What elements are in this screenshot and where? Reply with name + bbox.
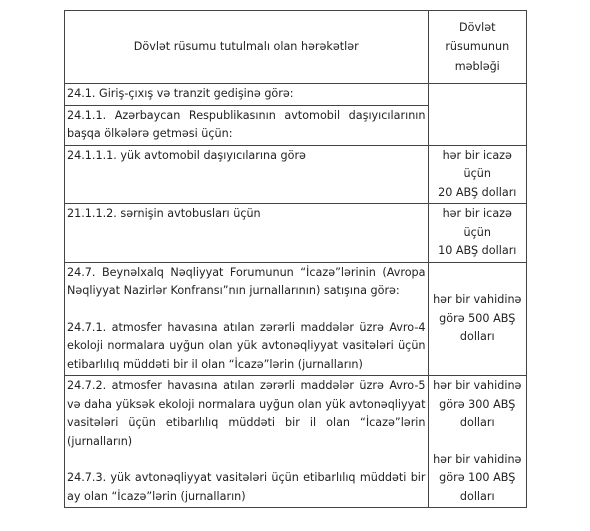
table-row (65, 145, 527, 204)
action-text: 24.1.1. Azərbaycan Respublikasının avtomobil daşıyıcılarının başqa ölkələrə getməsi üçün: (67, 108, 426, 140)
amount-text: görə 500 ABŞ (439, 311, 516, 325)
action-text: 21.1.1.2. sərnişin avtobusları üçün (67, 207, 261, 220)
table-row (65, 376, 527, 508)
table-header-row (65, 11, 527, 84)
table-row (65, 204, 527, 263)
header-amount-line: Dövlət (459, 20, 496, 34)
amount-text: dolları (459, 330, 495, 343)
action-cell (65, 105, 429, 145)
action-text: 24.7.1. atmosfer havasına atılan zərərli maddələr üzrə Avro-4 ekoloji normalara uyğun olan yük avtonəqliyyat vasitələri üçün etibarlılıq müddəti bir il olan “İcazə”lərin (jurnalların) (67, 320, 426, 371)
action-cell (65, 145, 429, 204)
amount-cell-empty (428, 84, 527, 146)
table-row (65, 84, 527, 106)
amount-text: 20 ABŞ dolları (438, 185, 517, 199)
spacer (67, 451, 426, 469)
spacer (67, 301, 426, 319)
amount-text: hər bir vahidinə (433, 379, 522, 392)
amount-cell (428, 376, 527, 508)
amount-cell (428, 262, 527, 376)
state-fee-table (64, 10, 527, 508)
amount-text: hər bir vahidinə (433, 452, 522, 466)
action-cell (65, 84, 429, 106)
action-text: 24.1. Giriş-çıxış və tranzit gedişinə görə: (67, 87, 294, 100)
action-text: 24.7. Beynəlxalq Nəqliyyat Forumunun “İcazə”lərinin (Avropa Nəqliyyat Nazirlər Konfransı”nın jurnallarının) satışına görə: (67, 265, 426, 297)
spacer (431, 433, 525, 451)
amount-cell (428, 145, 527, 204)
action-text: 24.7.2. atmosfer havasına atılan zərərli maddələr üzrə Avro-5 və daha yüksək ekoloji normalara uyğun olan yük avtonəqliyyat vasitələri üçün etibarlılıq müddəti bir il olan “İcazə”lərin (jurnalların) (67, 379, 426, 448)
action-cell (65, 262, 429, 376)
amount-cell (428, 204, 527, 263)
amount-text: 10 ABŞ dolları (438, 244, 517, 257)
amount-text: hər bir vahidinə (433, 293, 522, 306)
amount-text: dolları (459, 416, 495, 429)
header-amount-line: məbləği (454, 59, 500, 73)
header-amount-line: rüsumunun (445, 40, 510, 54)
amount-text: dolları (459, 489, 495, 503)
amount-text: hər bir icazə üçün (442, 148, 512, 180)
amount-text: hər bir icazə üçün (442, 207, 512, 239)
amount-text: görə 300 ABŞ (439, 397, 516, 411)
header-amount-cell (428, 11, 527, 84)
action-text: 24.1.1.1. yük avtomobil daşıyıcılarına görə (67, 148, 306, 162)
action-text: 24.7.3. yük avtonəqliyyat vasitələri üçün etibarlılıq müddəti bir ay olan “İcazə”lərin (jurnalların) (67, 471, 426, 503)
amount-text: görə 100 ABŞ (439, 471, 516, 484)
header-action-label: Dövlət rüsumu tutulmalı olan hərəkətlər (133, 39, 359, 53)
action-cell (65, 204, 429, 263)
header-action-cell (65, 11, 429, 84)
action-cell (65, 376, 429, 508)
table-row (65, 262, 527, 376)
